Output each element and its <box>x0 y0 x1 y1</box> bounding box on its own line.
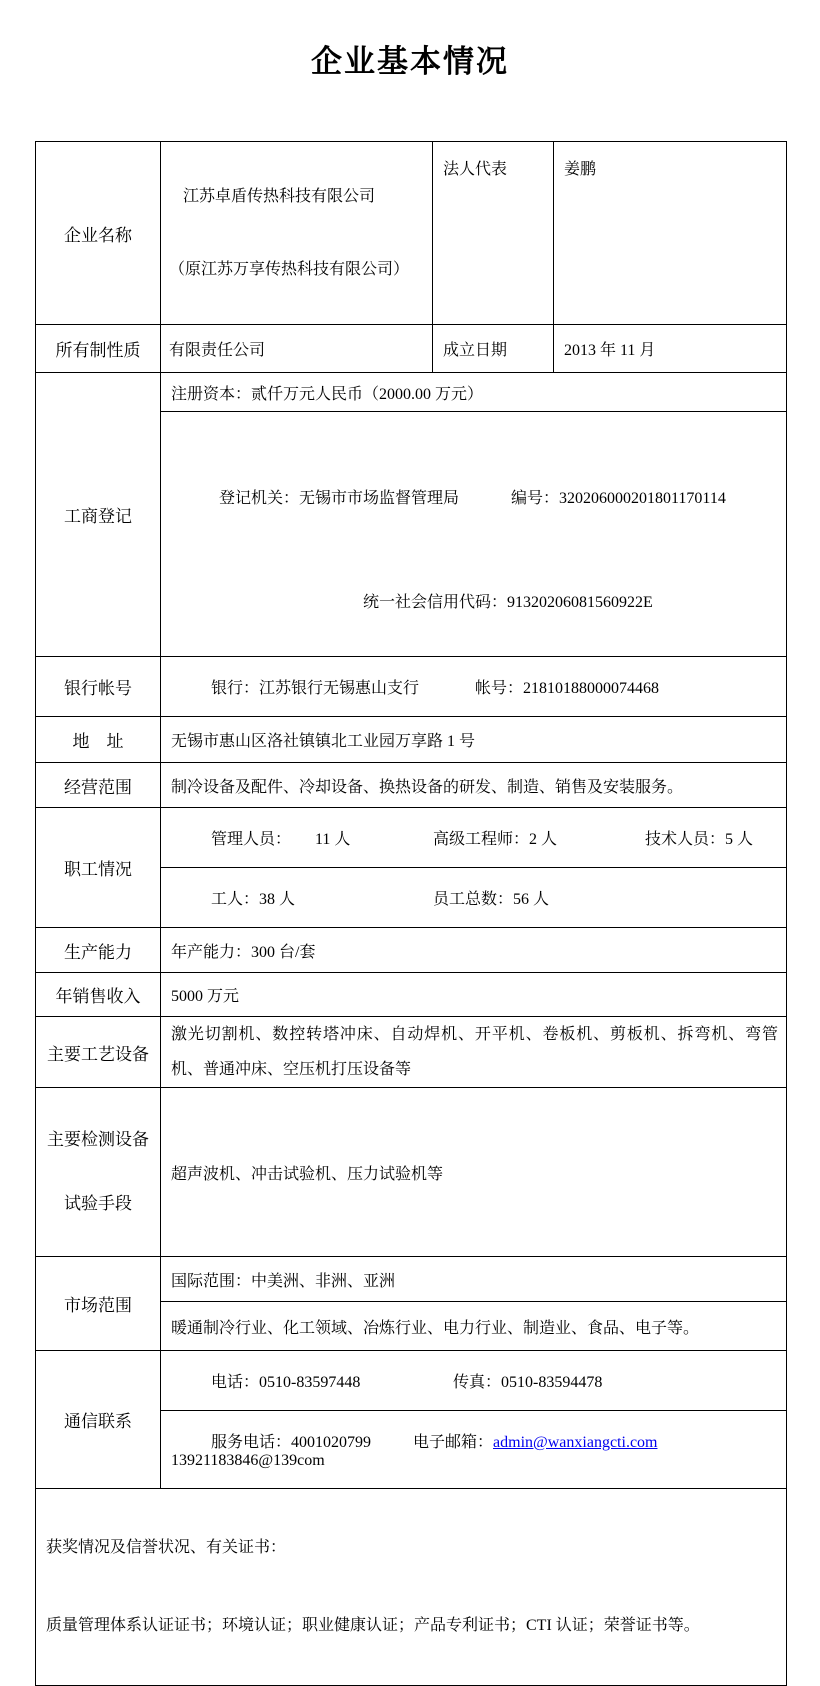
bank-name: 银行：江苏银行无锡惠山支行 <box>211 680 420 697</box>
label-communication-contact: 通信联系 <box>36 1351 161 1489</box>
market-industries-cell: 暖通制冷行业、化工领域、冶炼行业、电力行业、制造业、食品、电子等。 <box>161 1302 787 1351</box>
staff-managers: 管理人员： 11 人 <box>211 831 351 848</box>
main-process-equipment-value: 激光切割机、数控转塔冲床、自动焊机、开平机、卷板机、剪板机、拆弯机、弯管机、普通冲床、空压机打压设备等 <box>161 1017 787 1088</box>
label-production-capacity: 生产能力 <box>36 928 161 973</box>
table-row <box>36 142 787 325</box>
label-main-process-equipment: 主要工艺设备 <box>36 1017 161 1088</box>
staff-line1-cell <box>161 808 787 868</box>
table-row <box>36 373 787 412</box>
awards-cell <box>36 1489 787 1686</box>
contact-email-extra <box>657 1434 661 1451</box>
label-annual-sales: 年销售收入 <box>36 973 161 1017</box>
table-row <box>36 1017 787 1088</box>
registration-authority: 登记机关：无锡市市场监督管理局 <box>219 490 460 507</box>
company-name-current: 江苏卓盾传热科技有限公司 <box>183 188 376 205</box>
staff-technicians: 技术人员：5 人 <box>645 831 754 848</box>
label-address: 地 址 <box>36 717 161 763</box>
enterprise-info-table <box>35 141 787 1686</box>
contact-line1-cell <box>161 1351 787 1411</box>
unified-credit-code: 统一社会信用代码：91320206081560922E <box>363 594 653 611</box>
label-founding-date: 成立日期 <box>433 325 554 373</box>
bank-account-number: 帐号：21810188000074468 <box>475 680 660 697</box>
contact-email-label: 电子邮箱： <box>413 1434 494 1451</box>
document-page <box>0 36 820 1686</box>
table-row <box>36 973 787 1017</box>
registration-number: 编号：320206000201801170114 <box>511 490 726 507</box>
label-ownership: 所有制性质 <box>36 325 161 373</box>
contact-line2-cell <box>161 1411 787 1489</box>
label-testing-equipment <box>36 1088 161 1257</box>
contact-phone: 电话：0510-83597448 <box>211 1374 361 1391</box>
market-international-cell: 国际范围：中美洲、非洲、亚洲 <box>161 1257 787 1302</box>
label-staff-situation: 职工情况 <box>36 808 161 928</box>
bank-account-cell <box>161 657 787 717</box>
contact-email-secondary: 13921183846@139com <box>171 1452 325 1469</box>
testing-label-line1: 主要检测设备 <box>47 1130 149 1149</box>
label-market-scope: 市场范围 <box>36 1257 161 1351</box>
company-name-cell <box>161 142 433 325</box>
table-row <box>36 1088 787 1257</box>
annual-sales-value: 5000 万元 <box>161 973 787 1017</box>
ownership-value: 有限责任公司 <box>161 325 433 373</box>
awards-heading: 获奖情况及信誉状况、有关证书： <box>46 1539 287 1556</box>
table-row <box>36 808 787 868</box>
company-name-former: （原江苏万享传热科技有限公司） <box>169 261 410 278</box>
table-row <box>36 763 787 808</box>
table-row <box>36 1257 787 1302</box>
registered-capital-cell: 注册资本：贰仟万元人民币（2000.00 万元） <box>161 373 787 412</box>
legal-representative-value: 姜鹏 <box>554 142 787 325</box>
registration-authority-cell <box>161 412 787 657</box>
table-row <box>36 717 787 763</box>
awards-certificates: 质量管理体系认证证书；环境认证；职业健康认证；产品专利证书；CTI 认证；荣誉证书等。 <box>46 1617 700 1634</box>
address-value: 无锡市惠山区洛社镇镇北工业园万享路 1 号 <box>161 717 787 763</box>
founding-date-value: 2013 年 11 月 <box>554 325 787 373</box>
label-company-name: 企业名称 <box>36 142 161 325</box>
staff-senior-engineers: 高级工程师：2 人 <box>433 831 558 848</box>
staff-total: 员工总数：56 人 <box>433 891 550 908</box>
production-capacity-value: 年产能力：300 台/套 <box>161 928 787 973</box>
testing-equipment-value: 超声波机、冲击试验机、压力试验机等 <box>161 1088 787 1257</box>
table-row <box>36 1351 787 1411</box>
table-row <box>36 325 787 373</box>
testing-label-line2: 试验手段 <box>64 1194 132 1213</box>
page-title: 企业基本情况 <box>311 44 509 79</box>
staff-line2-cell <box>161 868 787 928</box>
label-business-scope: 经营范围 <box>36 763 161 808</box>
label-legal-representative: 法人代表 <box>433 142 554 325</box>
label-business-registration: 工商登记 <box>36 373 161 657</box>
contact-service-phone: 服务电话：4001020799 <box>211 1434 372 1451</box>
table-row <box>36 1489 787 1686</box>
label-bank-account: 银行帐号 <box>36 657 161 717</box>
staff-workers: 工人：38 人 <box>211 891 296 908</box>
contact-fax: 传真：0510-83594478 <box>453 1374 603 1391</box>
email-link[interactable]: admin@wanxiangcti.com <box>493 1434 658 1451</box>
business-scope-value: 制冷设备及配件、冷却设备、换热设备的研发、制造、销售及安装服务。 <box>161 763 787 808</box>
table-row <box>36 928 787 973</box>
table-row <box>36 657 787 717</box>
